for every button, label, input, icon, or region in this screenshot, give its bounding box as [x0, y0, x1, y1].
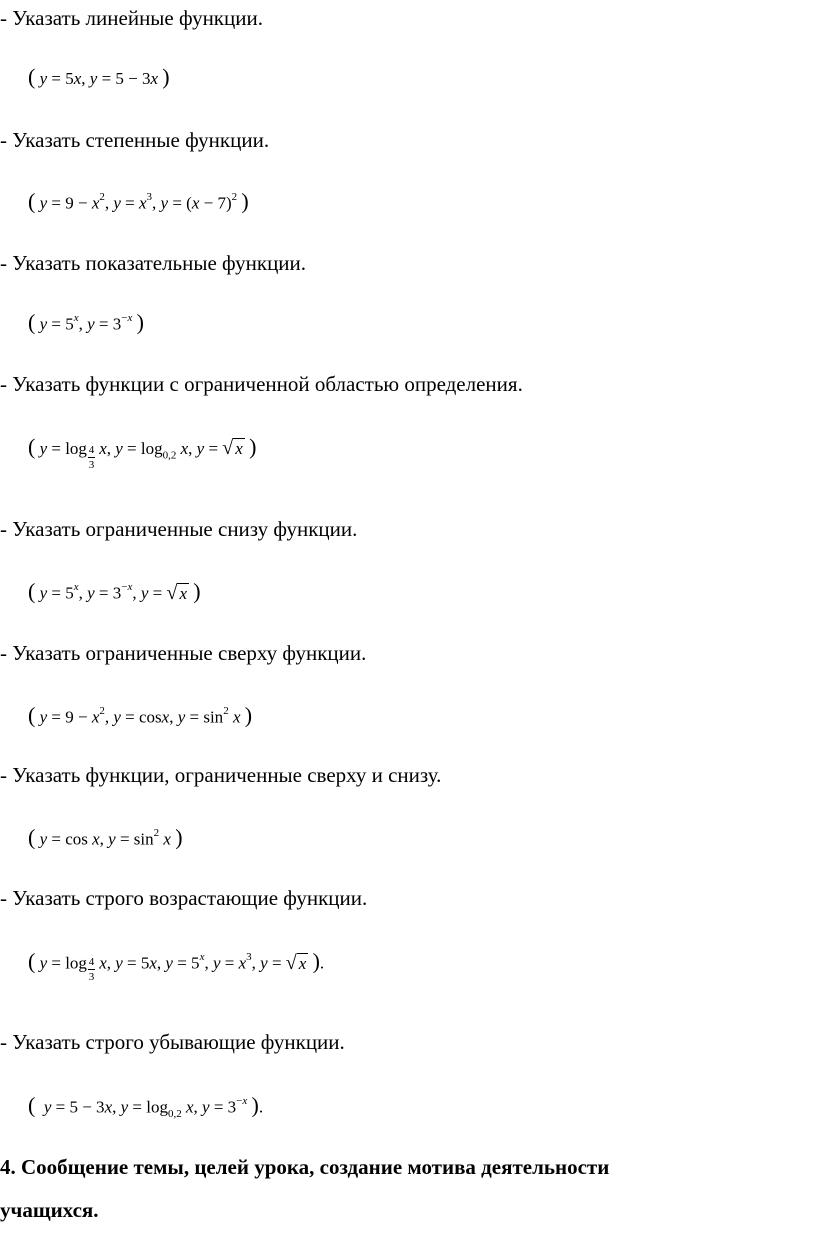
task-exponential: - Указать показательные функции. [0, 251, 307, 275]
formula-exponential: ( $y = 5^x$, $y = 3^{-x}$ ) [28, 309, 144, 335]
formula-increasing: ( y = log $\frac{4}{3}$ x, y = 5x, $y = 5^x$, $y = x^3$, y = √ x ). [28, 948, 325, 983]
task-bounded-below: - Указать ограниченные снизу функции. [0, 517, 358, 541]
formula-bounded-both: ( y = cos x, $y = \sin^2 x$ ) [28, 824, 183, 850]
formula-linear: ( y = 5x, y = 5 − 3x ) [28, 64, 170, 89]
task-linear: - Указать линейные функции. [0, 6, 263, 30]
task-bounded-both: - Указать функции, ограниченные сверху и снизу. [0, 763, 442, 787]
formula-bounded-above: ( $y = 9 - x^2$, y = cosx, $y = \sin^2 x$ ) [28, 702, 253, 728]
formula-decreasing: ( y = 5 − 3x, $y = \log_{0,2} x$, $y = 3^{-x}$ ). [28, 1092, 264, 1121]
task-decreasing: - Указать строго убывающие функции. [0, 1030, 345, 1054]
section-heading-line2: учащихся. [0, 1198, 99, 1222]
task-increasing: - Указать строго возрастающие функции. [0, 886, 368, 910]
formula-bounded-below: ( $y = 5^x$, $y = 3^{-x}$, y = √ x ) [28, 578, 201, 604]
task-power: - Указать степенные функции. [0, 128, 270, 152]
task-bounded-above: - Указать ограниченные сверху функции. [0, 641, 367, 665]
formula-limited-domain: ( y = log $\frac{4}{3}$ x, $y = \log_{0,2} x$, y = √ x ) [28, 434, 257, 471]
task-limited-domain: - Указать функции с ограниченной областью определения. [0, 372, 523, 396]
formula-power: ( $y = 9 - x^2$, $y = x^3$, $y = (x - 7)^2$ ) [28, 188, 249, 214]
section-heading-line1: 4. Сообщение темы, целей урока, создание мотива деятельности [0, 1155, 610, 1179]
